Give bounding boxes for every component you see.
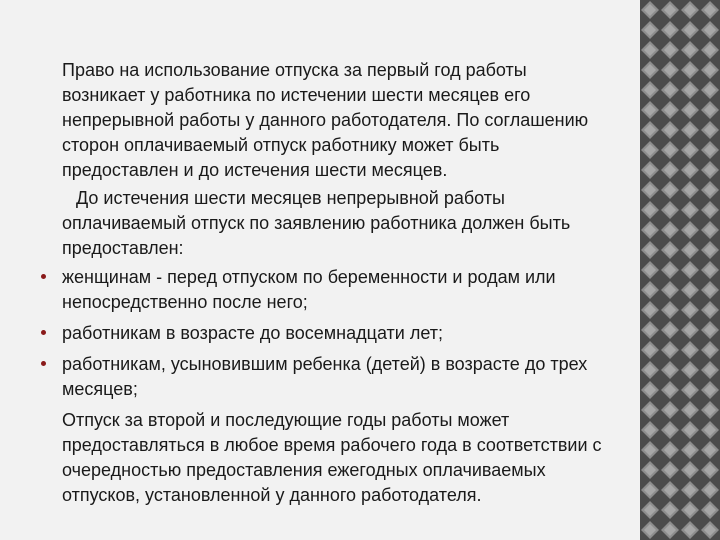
bullet-icon	[41, 274, 46, 279]
paragraph-subsequent-years: Отпуск за второй и последующие годы работы может предоставляться в любое время рабочего года в соответствии с очередностью предоставления ежегодных оплачиваемых отпусков, установленной у данного работодателя.	[62, 410, 602, 505]
diamond-pattern-icon	[640, 0, 720, 540]
list-item-text: женщинам - перед отпуском по беременности и родам или непосредственно после него;	[62, 267, 556, 312]
decorative-pattern-strip	[640, 0, 720, 540]
list-item-text: работникам, усыновившим ребенка (детей) в возрасте до трех месяцев;	[62, 354, 588, 399]
text-block	[40, 58, 602, 508]
list-item	[40, 265, 602, 315]
list-item	[40, 352, 602, 402]
paragraph-before-six-months: До истечения шести месяцев непрерывной работы оплачиваемый отпуск по заявлению работника должен быть предоставлен:	[62, 188, 571, 258]
list-item	[40, 321, 602, 346]
bullet-icon	[41, 330, 46, 335]
list-item-text: работникам в возрасте до восемнадцати лет;	[62, 323, 444, 343]
bullet-icon	[41, 361, 46, 366]
paragraph-first-year-leave: Право на использование отпуска за первый год работы возникает у работника по истечении шести месяцев его непрерывной работы у данного работодателя. По соглашению сторон оплачиваемый отпуск работнику может быть предоставлен и до истечения шести месяцев.	[62, 60, 589, 180]
